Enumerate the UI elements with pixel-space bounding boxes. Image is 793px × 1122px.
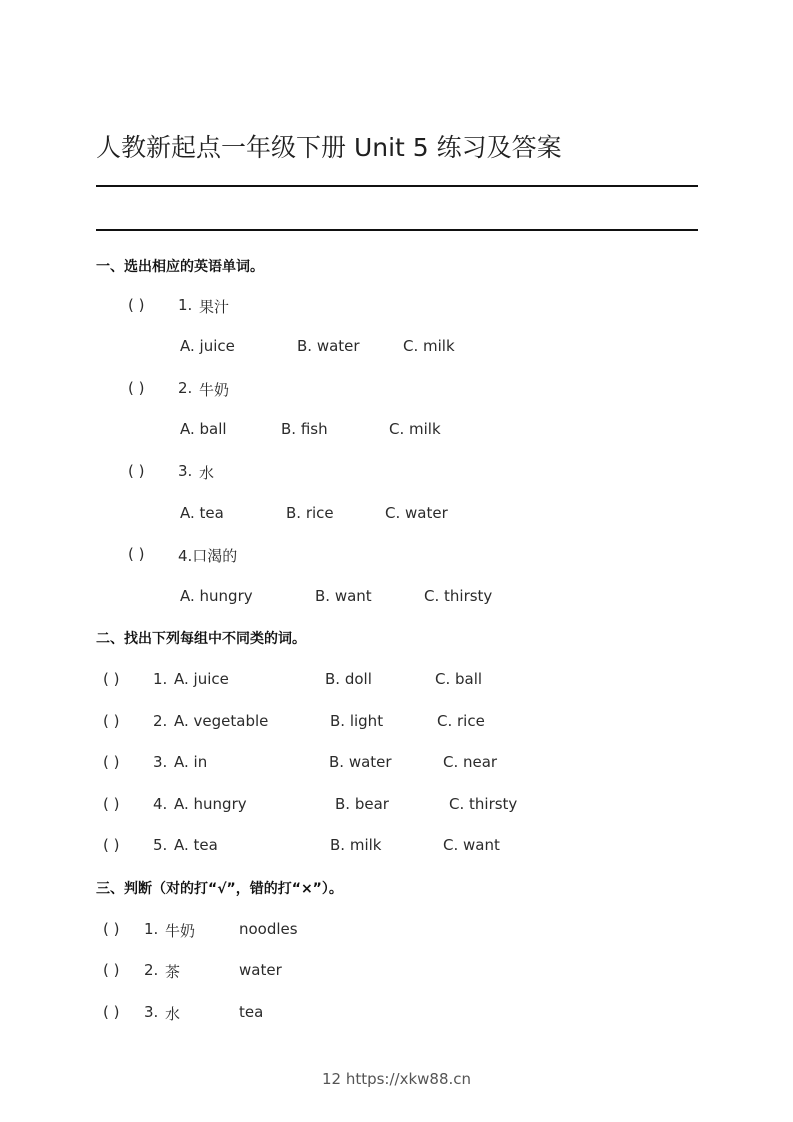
answer-bracket[interactable]: ( ) [103,795,120,813]
option-a: A. tea [180,504,224,522]
option-a: A. ball [180,420,227,438]
page-title: 人教新起点一年级下册 Unit 5 练习及答案 [96,133,562,162]
option-b: B. want [315,587,372,605]
answer-bracket[interactable]: ( ) [128,296,145,314]
section1-heading: 一、选出相应的英语单词。 [96,259,264,275]
answer-bracket[interactable]: ( ) [103,1003,120,1021]
title-underline [96,185,698,187]
option-c: C. near [443,753,498,771]
question-number: 4. [153,795,168,813]
answer-bracket[interactable]: ( ) [128,462,145,480]
question-number: 3. [144,1003,159,1021]
option-b: B. fish [281,420,328,438]
option-a: A. juice [180,337,235,355]
question-chinese: 牛奶 [165,922,196,940]
question-number: 3. [178,462,193,480]
question-chinese: 茶 [165,963,181,981]
option-c: C. water [385,504,448,522]
question-english: tea [239,1003,264,1021]
option-b: B. milk [330,836,382,854]
question-number: 1. [153,670,168,688]
option-a: A. vegetable [174,712,269,730]
question-number: 2. [144,961,159,979]
option-a: A. juice [174,670,229,688]
option-b: B. water [329,753,392,771]
question-chinese: 水 [165,1005,181,1023]
option-c: C. rice [437,712,485,730]
answer-bracket[interactable]: ( ) [103,712,120,730]
option-b: B. light [330,712,384,730]
option-c: C. milk [389,420,441,438]
question-number: 2. [178,379,193,397]
question-english: noodles [239,920,298,938]
answer-bracket[interactable]: ( ) [128,379,145,397]
answer-bracket[interactable]: ( ) [103,670,120,688]
question-number: 1. [178,296,193,314]
option-b: B. bear [335,795,389,813]
answer-bracket[interactable]: ( ) [103,836,120,854]
question-prompt: 水 [199,464,215,482]
page-footer: 12 https://xkw88.cn [321,1070,472,1088]
answer-bracket[interactable]: ( ) [103,753,120,771]
option-b: B. rice [286,504,334,522]
question-number: 5. [153,836,168,854]
option-a: A. tea [174,836,218,854]
answer-bracket[interactable]: ( ) [128,545,145,563]
section2-heading: 二、找出下列每组中不同类的词。 [96,631,306,647]
option-a: A. hungry [174,795,247,813]
option-c: C. want [443,836,500,854]
option-b: B. doll [325,670,372,688]
option-a: A. in [174,753,208,771]
option-c: C. milk [403,337,455,355]
option-c: C. ball [435,670,483,688]
question-prompt: 果汁 [199,298,230,316]
question-english: water [239,961,282,979]
question-number: 1. [144,920,159,938]
question-number: 3. [153,753,168,771]
option-a: A. hungry [180,587,253,605]
question-number: 4.口渴的 [178,547,238,565]
answer-bracket[interactable]: ( ) [103,920,120,938]
option-c: C. thirsty [424,587,493,605]
answer-bracket[interactable]: ( ) [103,961,120,979]
question-prompt: 牛奶 [199,381,230,399]
option-b: B. water [297,337,360,355]
option-c: C. thirsty [449,795,518,813]
section3-heading: 三、判断（对的打“√”，错的打“×”）。 [96,881,343,897]
name-line [96,229,698,231]
question-number: 2. [153,712,168,730]
